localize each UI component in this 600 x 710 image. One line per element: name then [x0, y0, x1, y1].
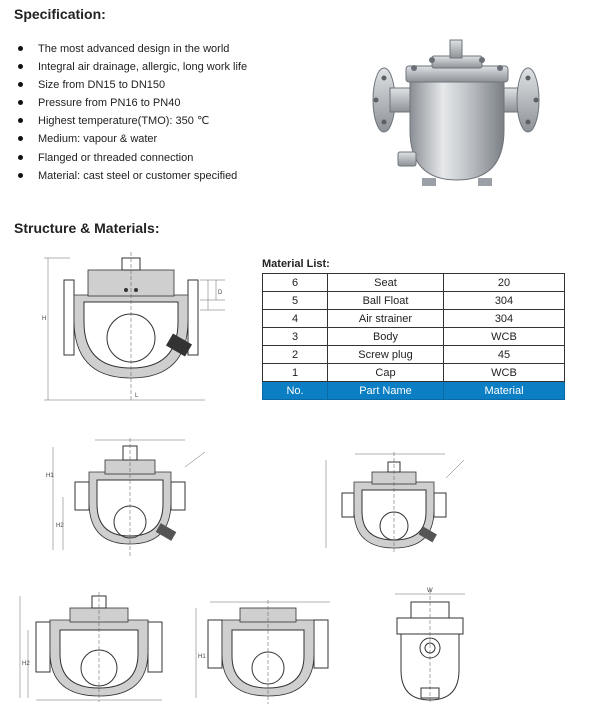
cell-material: 304 — [444, 310, 565, 328]
cell-material: 20 — [444, 274, 565, 292]
cell-part-name: Seat — [328, 274, 444, 292]
material-table — [262, 273, 565, 400]
spec-item — [18, 112, 247, 130]
specification-heading: Specification: — [14, 6, 106, 22]
cell-part-name: Cap — [328, 364, 444, 382]
cell-no: 3 — [263, 328, 328, 346]
drawing-label-w: W — [427, 588, 433, 594]
specification-list — [18, 40, 247, 185]
spec-item-text: Integral air drainage, allergic, long work life — [38, 61, 248, 74]
spec-item-text: Material: cast steel or customer specified — [38, 169, 238, 182]
spec-item-text: Highest temperature(TMO): 350 ℃ — [38, 115, 210, 128]
cell-no: 6 — [263, 274, 328, 292]
spec-item — [18, 130, 247, 148]
header-part-name: Part Name — [328, 382, 444, 400]
bullet-icon — [18, 173, 23, 178]
bullet-icon — [18, 100, 23, 105]
spec-item — [18, 149, 247, 167]
spec-item — [18, 76, 247, 94]
threaded-section-drawing — [45, 432, 215, 562]
cell-no: 1 — [263, 364, 328, 382]
structure-heading: Structure & Materials: — [14, 220, 160, 236]
cell-material: WCB — [444, 364, 565, 382]
header-no: No. — [263, 382, 328, 400]
main-section-drawing — [40, 250, 240, 415]
spec-item-text: Flanged or threaded connection — [38, 151, 194, 164]
bullet-icon — [18, 64, 23, 69]
spec-item-text: Pressure from PN16 to PN40 — [38, 97, 181, 110]
cell-part-name: Body — [328, 328, 444, 346]
table-row — [263, 346, 565, 364]
drawing-label-d: D — [218, 290, 223, 296]
bullet-icon — [18, 82, 23, 87]
cell-part-name: Ball Float — [328, 292, 444, 310]
spec-item-text: The most advanced design in the world — [38, 43, 230, 55]
table-row — [263, 310, 565, 328]
drawing-label-l: L — [135, 393, 139, 399]
spec-item-text: Medium: vapour & water — [38, 133, 158, 146]
table-row — [263, 364, 565, 382]
steam-trap-photo — [362, 30, 562, 190]
spec-item — [18, 40, 247, 58]
cell-no: 4 — [263, 310, 328, 328]
drawing-label-h2: H2 — [56, 523, 64, 529]
spec-item — [18, 94, 247, 112]
cell-material: 45 — [444, 346, 565, 364]
cell-material: WCB — [444, 328, 565, 346]
flanged-outline-drawing-middle — [190, 598, 340, 708]
bullet-icon — [18, 136, 23, 141]
bullet-icon — [18, 46, 23, 51]
bullet-icon — [18, 155, 23, 160]
cell-no: 2 — [263, 346, 328, 364]
side-view-drawing — [385, 588, 475, 706]
table-row — [263, 292, 565, 310]
table-header-row — [263, 382, 565, 400]
drawing-label-h2: H2 — [22, 661, 30, 667]
material-list-caption: Material List: — [262, 258, 330, 270]
cell-material: 304 — [444, 292, 565, 310]
cell-no: 5 — [263, 292, 328, 310]
bullet-icon — [18, 118, 23, 123]
threaded-section-drawing-small — [320, 448, 470, 558]
drawing-label-h: H — [42, 316, 47, 322]
flanged-outline-drawing-left — [14, 590, 184, 705]
drawing-label-h1: H1 — [46, 473, 54, 479]
cell-part-name: Screw plug — [328, 346, 444, 364]
cell-part-name: Air strainer — [328, 310, 444, 328]
table-row — [263, 328, 565, 346]
table-row — [263, 274, 565, 292]
spec-item-text: Size from DN15 to DN150 — [38, 79, 166, 92]
drawing-label-h1: H1 — [198, 654, 206, 660]
spec-item — [18, 58, 247, 76]
spec-item — [18, 167, 247, 185]
header-material: Material — [444, 382, 565, 400]
